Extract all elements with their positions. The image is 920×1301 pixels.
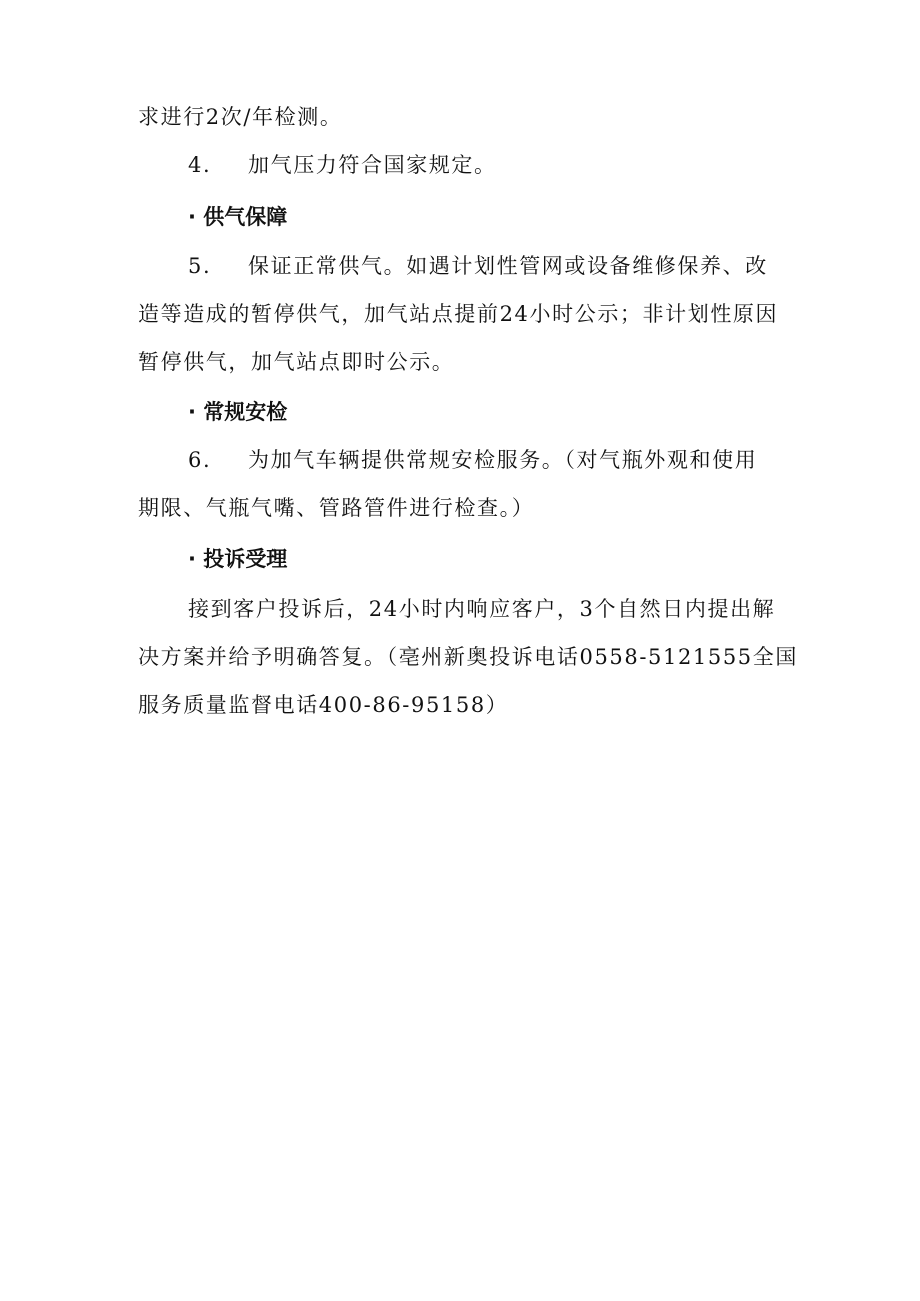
section-heading-supply: · 供气保障 [188,205,288,229]
item-number: 5. [188,254,212,278]
list-item-6 [138,444,757,474]
list-item-4 [138,149,497,179]
list-item-5 [138,250,768,280]
complaint-text-line: 决方案并给予明确答复。（亳州新奥投诉电话0558-5121555全国 [138,645,798,669]
item-text: 加气压力符合国家规定。 [248,153,497,177]
item-text-line: 保证正常供气。如遇计划性管网或设备维修保养、改 [248,254,768,278]
section-heading-inspection: · 常规安检 [188,400,288,424]
item-number: 6. [188,448,212,472]
item-number: 4. [188,153,212,177]
item-text-line: 暂停供气，加气站点即时公示。 [138,350,455,374]
item-text-line: 期限、气瓶气嘴、管路管件进行检查。） [138,496,535,520]
section-heading-complaint: · 投诉受理 [188,547,288,571]
complaint-text-line: 服务质量监督电话400-86-95158） [138,693,509,717]
complaint-text-line: 接到客户投诉后，24小时内响应客户，3个自然日内提出解 [188,597,776,621]
item-text-line: 为加气车辆提供常规安检服务。（对气瓶外观和使用 [248,448,758,472]
paragraph-tail: 求进行2次/年检测。 [138,105,343,129]
item-text-line: 造等造成的暂停供气，加气站点提前24小时公示；非计划性原因 [138,302,779,326]
